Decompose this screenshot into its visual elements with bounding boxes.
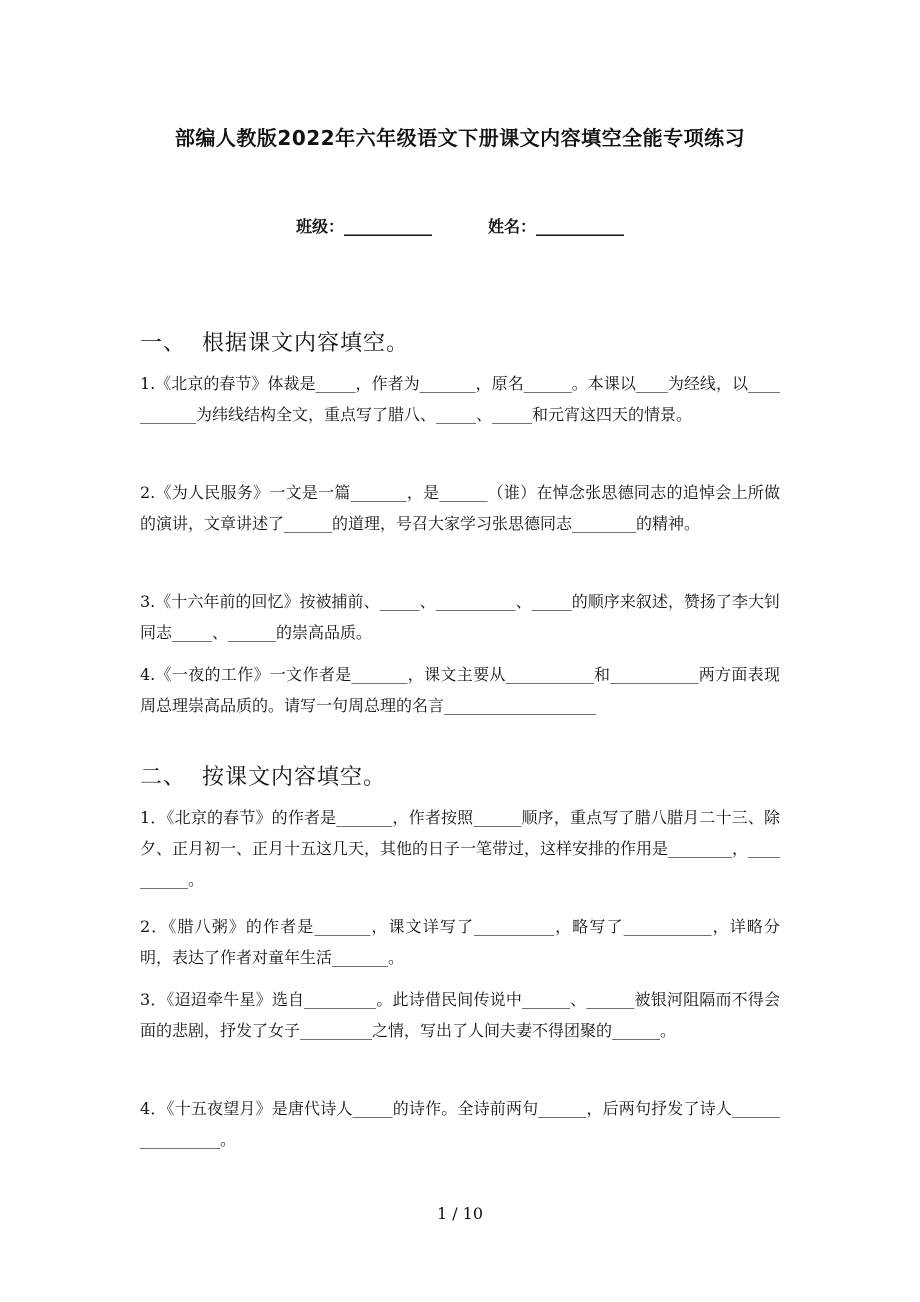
question-2-4: 4．《十五夜望月》是唐代诗人_____的诗作。全诗前两句______，后两句抒发了诗人________________。 [140, 1099, 780, 1149]
section-1-title: 根据课文内容填空。 [202, 331, 410, 356]
section-1-number: 一、 [140, 331, 187, 356]
question-1-1: 1.《北京的春节》体裁是_____，作者为_______，原名______。本课以____为经线，以___________为纬线结构全文，重点写了腊八、_____、_____和元宵这四天的情景。 [140, 374, 780, 424]
question-1-4: 4.《一夜的工作》一文作者是_______，课文主要从___________和___________两方面表现周总理崇高品质的。请写一句周总理的名言___________________ [140, 665, 780, 715]
class-field-label: 班级：___________ [295, 217, 432, 236]
question-2-1: 1．《北京的春节》的作者是_______，作者按照______顺序，重点写了腊八腊月二十三、除夕、正月初一、正月十五这几天，其他的日子一笔带过，这样安排的作用是________，__________。 [140, 808, 781, 889]
student-info [0, 214, 920, 237]
question-2-3: 3．《迢迢牵牛星》选自_________。此诗借民间传说中______、______被银河阻隔而不得会面的悲剧，抒发了女子_________之情，写出了人间夫妻不得团聚的______。 [140, 990, 780, 1040]
question-1-3: 3.《十六年前的回忆》按被捕前、_____、__________、_____的顺序来叙述，赞扬了李大钊同志_____、______的崇高品质。 [140, 592, 780, 642]
page-number: 1 / 10 [436, 1204, 484, 1223]
section-2-title: 按课文内容填空。 [202, 765, 387, 790]
name-field-label: 姓名：___________ [488, 217, 625, 236]
question-1-2: 2.《为人民服务》一文是一篇_______，是______（谁）在悼念张思德同志的追悼会上所做的演讲，文章讲述了______的道理，号召大家学习张思德同志________的精神。 [140, 483, 780, 533]
page-title: 部编人教版2022年六年级语文下册课文内容填空全能专项练习 [174, 126, 746, 150]
question-2-2: 2．《腊八粥》的作者是_______，课文详写了__________，略写了___________，详略分明，表达了作者对童年生活_______。 [140, 917, 780, 967]
section-2-heading [140, 760, 386, 791]
section-2-number: 二、 [140, 765, 187, 790]
section-1-heading [140, 326, 409, 357]
